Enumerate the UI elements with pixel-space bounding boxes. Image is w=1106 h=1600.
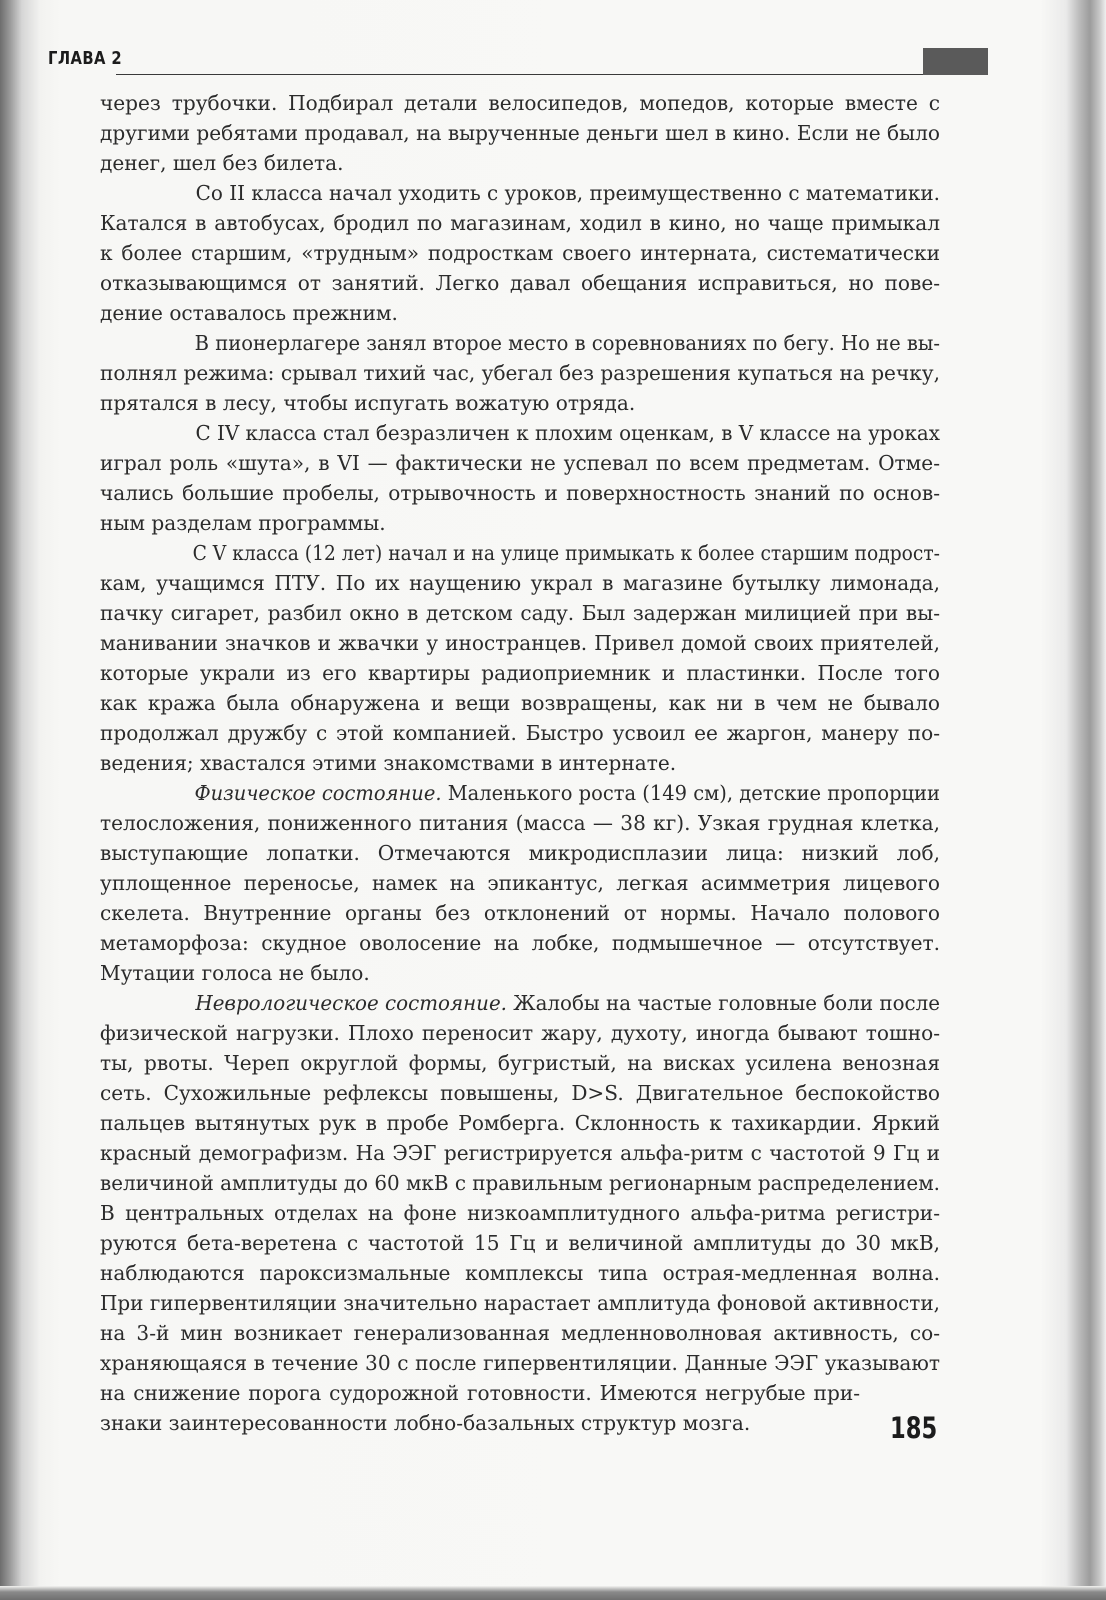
header-marker-block bbox=[923, 48, 988, 75]
text-line: прятался в лесу, чтобы испугать вожатую отряда. bbox=[100, 391, 636, 415]
italic-lead-physical: Физическое состояние. bbox=[194, 781, 442, 805]
text-line: ным разделам программы. bbox=[100, 511, 386, 535]
text-line: выступающие лопатки. Отмечаются микродисплазии лица: низкий лоб, bbox=[100, 841, 940, 865]
text-line: метаморфоза: скудное оволосение на лобке, подмышечное — отсутствует. bbox=[100, 931, 940, 955]
text-line: на 3-й мин возникает генерализованная медленноволновая активность, со- bbox=[100, 1321, 940, 1345]
text-line: уплощенное переносье, намек на эпикантус, легкая асимметрия лицевого bbox=[100, 871, 940, 895]
text-line: как кража была обнаружена и вещи возвращены, как ни в чем не бывало bbox=[100, 691, 940, 715]
text-line: отказывающимся от занятий. Легко давал обещания исправиться, но пове- bbox=[100, 271, 940, 295]
text-line: Мутации голоса не было. bbox=[100, 961, 370, 985]
text-line: Со II класса начал уходить с уроков, преимущественно с математики. bbox=[195, 181, 940, 205]
text-line: руются бета-веретена с частотой 15 Гц и величиной амплитуды до 30 мкВ, bbox=[100, 1231, 940, 1255]
text-line: играл роль «шута», в VI — фактически не успевал по всем предметам. Отме- bbox=[100, 451, 940, 475]
header-rule bbox=[116, 74, 926, 75]
text-line: красный демографизм. На ЭЭГ регистрируется альфа-ритм с частотой 9 Гц и bbox=[100, 1141, 940, 1165]
text-line: В пионерлагере занял второе место в соревнованиях по бегу. Но не вы- bbox=[194, 331, 940, 355]
text-line: храняющаяся в течение 30 с после гипервентиляции. Данные ЭЭГ указывают bbox=[100, 1351, 940, 1375]
text-line: пачку сигарет, разбил окно в детском саду. Был задержан милицией при вы- bbox=[100, 601, 940, 625]
text-line: которые украли из его квартиры радиоприемник и пластинки. После того bbox=[100, 661, 940, 685]
text-line-rest: Жалобы на частые головные боли после bbox=[513, 991, 940, 1015]
text-line bbox=[100, 988, 940, 1018]
text-line: физической нагрузки. Плохо переносит жару, духоту, иногда бывают тошно- bbox=[100, 1021, 940, 1045]
text-line: кам, учащимся ПТУ. По их наущению украл в магазине бутылку лимонада, bbox=[100, 571, 940, 595]
text-line: наблюдаются пароксизмальные комплексы типа острая-медленная волна. bbox=[100, 1261, 940, 1285]
text-line: пальцев вытянутых рук в пробе Ромберга. Склонность к тахикардии. Яркий bbox=[100, 1111, 940, 1135]
text-line: сеть. Сухожильные рефлексы повышены, D>S. Двигательное беспокойство bbox=[100, 1081, 940, 1105]
text-line: манивании значков и жвачки у иностранцев. Привел домой своих приятелей, bbox=[100, 631, 940, 655]
text-line: С IV класса стал безразличен к плохим оценкам, в V классе на уроках bbox=[195, 421, 940, 445]
text-line: При гипервентиляции значительно нарастает амплитуда фоновой активности, bbox=[100, 1291, 940, 1315]
running-header bbox=[48, 40, 998, 80]
text-line: знаки заинтересованности лобно-базальных структур мозга. bbox=[100, 1411, 751, 1435]
body-text bbox=[100, 88, 940, 1438]
text-line: на снижение порога судорожной готовности. Имеются негрубые при- bbox=[100, 1381, 860, 1405]
text-line: ты, рвоты. Череп округлой формы, бугристый, на висках усилена венозная bbox=[100, 1051, 940, 1075]
text-line: через трубочки. Подбирал детали велосипедов, мопедов, которые вместе с bbox=[100, 91, 940, 115]
text-line: В центральных отделах на фоне низкоамплитудного альфа-ритма регистри- bbox=[100, 1201, 940, 1225]
italic-lead-neuro: Неврологическое состояние. bbox=[195, 991, 507, 1015]
text-line: С V класса (12 лет) начал и на улице примыкать к более старшим подрост- bbox=[192, 541, 940, 565]
scan-bottom-edge bbox=[0, 1586, 1106, 1600]
page-number: 185 bbox=[890, 1411, 938, 1445]
text-line: полнял режима: срывал тихий час, убегал без разрешения купаться на речку, bbox=[100, 361, 940, 385]
text-line: продолжал дружбу с этой компанией. Быстро усвоил ее жаргон, манеру по- bbox=[100, 721, 940, 745]
text-line: ведения; хвастался этими знакомствами в интернате. bbox=[100, 751, 677, 775]
text-line: другими ребятами продавал, на вырученные деньги шел в кино. Если не было bbox=[100, 121, 940, 145]
text-line: чались большие пробелы, отрывочность и поверхностность знаний по основ- bbox=[100, 481, 940, 505]
text-line: величиной амплитуды до 60 мкВ с правильным регионарным распределением. bbox=[100, 1171, 940, 1195]
text-line: Катался в автобусах, бродил по магазинам, ходил в кино, но чаще примыкал bbox=[100, 211, 940, 235]
chapter-label: ГЛАВА 2 bbox=[48, 48, 123, 69]
text-line: дение оставалось прежним. bbox=[100, 301, 398, 325]
text-line: денег, шел без билета. bbox=[100, 151, 344, 175]
text-line bbox=[100, 778, 940, 808]
text-line: скелета. Внутренние органы без отклонений от нормы. Начало полового bbox=[100, 901, 940, 925]
text-line-rest: Маленького роста (149 см), детские пропорции bbox=[447, 781, 940, 805]
text-line: к более старшим, «трудным» подросткам своего интерната, систематически bbox=[100, 241, 940, 265]
text-line: телосложения, пониженного питания (масса — 38 кг). Узкая грудная клетка, bbox=[100, 811, 940, 835]
